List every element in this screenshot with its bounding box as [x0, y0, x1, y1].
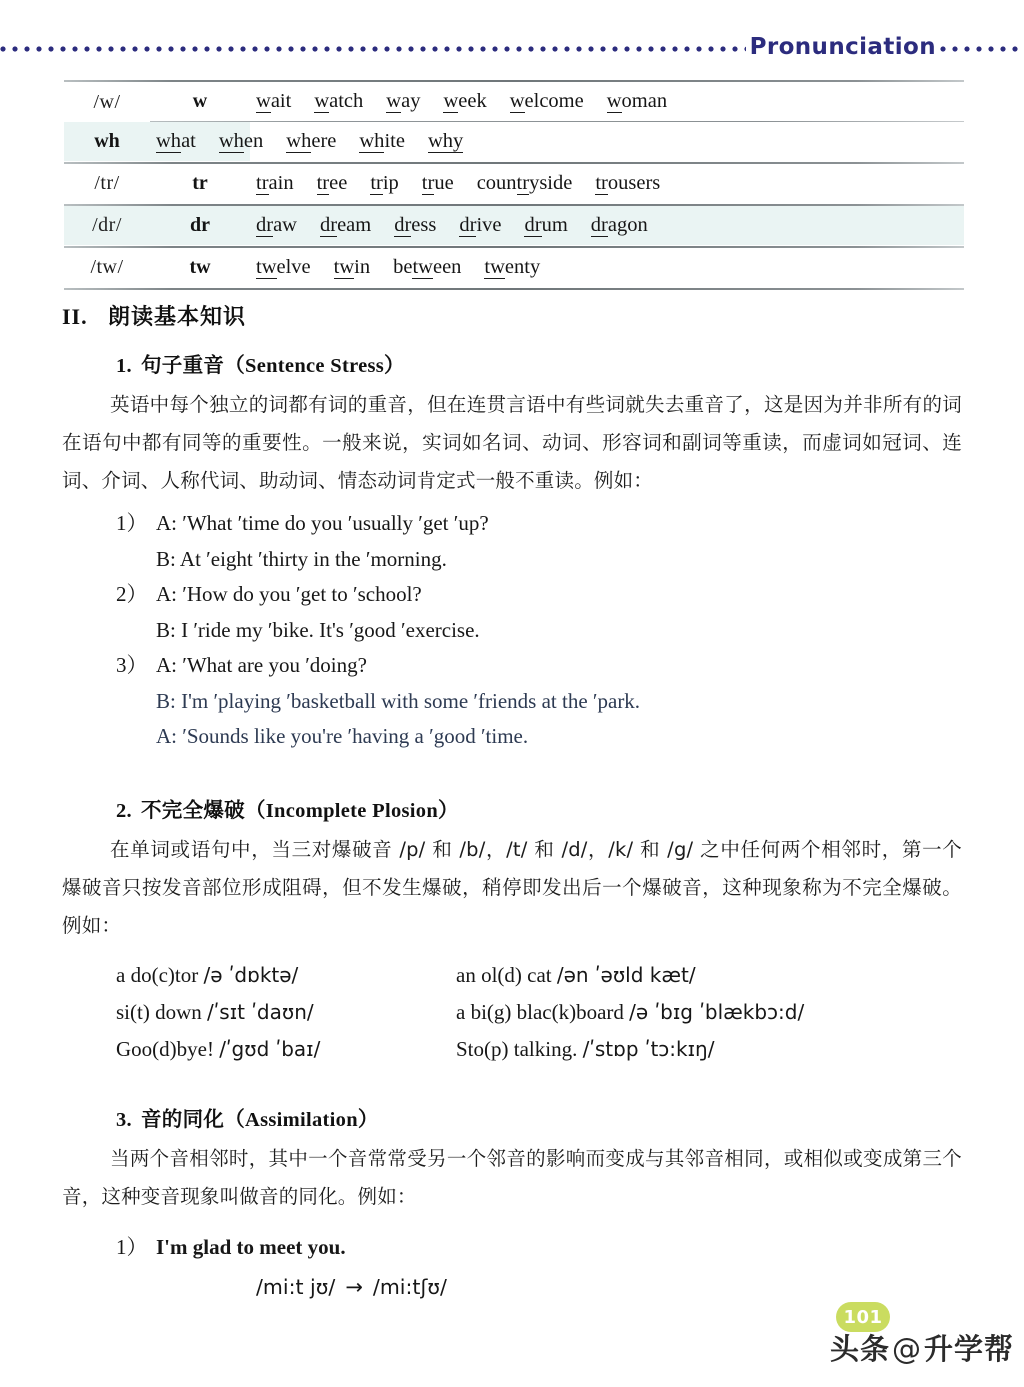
- subsection-2-title-cn: 不完全爆破: [140, 797, 245, 822]
- example-word: countryside: [476, 172, 573, 194]
- word-examples-cell: [250, 164, 964, 203]
- table-row: [64, 164, 964, 203]
- example-word: tree: [316, 172, 348, 194]
- example-word: [428, 130, 463, 153]
- example-word: wait: [256, 90, 292, 112]
- header-dot-rule-right: [940, 42, 1024, 56]
- plosion-example-right: [456, 957, 906, 994]
- plosion-ipa: /ə ʹdɒktə/: [203, 962, 299, 987]
- subsection-1-title-cn: 句子重音: [140, 353, 225, 377]
- assimilation-example-number: 1）: [116, 1234, 148, 1259]
- table-inner-divider: [150, 121, 964, 122]
- section-numeral: II.: [62, 304, 88, 329]
- table-row: [64, 248, 964, 287]
- underlined-letters: dr: [319, 214, 338, 236]
- stress-example-line: B: At ʹeight ʹthirty in the ʹmorning.: [156, 546, 447, 571]
- watermark-at-sign: @: [892, 1332, 923, 1366]
- underlined-letters: w: [256, 90, 271, 112]
- example-word: when: [218, 130, 264, 152]
- underlined-letters: tr: [370, 172, 383, 194]
- subsection-3-index: 3.: [116, 1108, 132, 1131]
- assimilation-ipa-before: /mi:t jʊ/: [256, 1275, 336, 1299]
- subsection-2-title-en: （Incomplete Plosion）: [244, 799, 459, 822]
- example-word: watch: [314, 90, 364, 112]
- underlined-letters: dr: [459, 214, 477, 236]
- plosion-example-left: [116, 957, 456, 994]
- arrow-right-icon: →: [345, 1275, 363, 1299]
- plosion-example-left: [116, 994, 456, 1031]
- paragraph-assimilation: 当两个音相邻时，其中一个音常常受另一个邻音的影响而变成与其邻音相同，或相似或变成第三个音，这种变音现象叫做音的同化。例如：: [62, 1146, 962, 1208]
- plosion-ipa: /ʹstɒp ʹtɔ:kɪŋ/: [582, 1036, 715, 1061]
- example-word: twin: [333, 256, 371, 278]
- subsection-2-index: 2.: [116, 799, 132, 822]
- underlined-letters: wh: [286, 130, 312, 152]
- paragraph-incomplete-plosion: 在单词或语句中，当三对爆破音 /p/ 和 /b/，/t/ 和 /d/，/k/ 和 /g/ 之中任何两个相邻时，第一个爆破音只按发音部位形成阻碍，但不发生爆破，稍停即发出后一个爆破音，这种现象称为不完全爆破。例如：: [62, 837, 962, 937]
- table-rule: [64, 288, 964, 290]
- phoneme-symbol: /tw/: [90, 256, 124, 278]
- plosion-word: Sto(p) talking.: [456, 1036, 583, 1061]
- underlined-letters: w: [606, 90, 622, 112]
- underlined-letters: dr: [590, 214, 608, 236]
- underlined-letters: tr: [316, 172, 330, 194]
- example-word: drum: [524, 214, 568, 236]
- subsection-heading-sentence-stress: [116, 348, 1024, 378]
- example-word: between: [393, 256, 462, 278]
- watermark-prefix: 头条: [830, 1332, 891, 1366]
- plosion-example-right: [456, 994, 906, 1031]
- example-word: where: [286, 130, 337, 152]
- word-examples-cell: [250, 82, 964, 121]
- spelling-cell: dr: [190, 214, 210, 236]
- plosion-ipa: /ʹsɪt ʹdaʊn/: [207, 999, 314, 1024]
- underlined-letters: why: [427, 130, 464, 152]
- example-word: trip: [370, 172, 399, 194]
- word-examples-cell: [250, 248, 964, 287]
- example-word: dress: [394, 214, 437, 236]
- plosion-example-row: [116, 994, 906, 1031]
- document-content: [0, 300, 1024, 1305]
- assimilation-ipa-after: /mi:tʃʊ/: [372, 1275, 447, 1299]
- underlined-letters: tr: [421, 172, 435, 194]
- example-word: dragon: [590, 214, 648, 236]
- stress-example-number: 3）: [116, 653, 148, 677]
- stress-example-item: [116, 577, 1024, 648]
- example-word: draw: [256, 214, 297, 236]
- underlined-letters: dr: [256, 214, 274, 236]
- underlined-letters: w: [509, 90, 525, 112]
- underlined-letters: w: [443, 90, 459, 112]
- plosion-word: si(t) down: [116, 999, 207, 1024]
- example-word: trousers: [595, 172, 661, 194]
- stress-example-line: A: ʹWhat are you ʹdoing?: [156, 653, 367, 677]
- underlined-letters: tw: [256, 256, 277, 278]
- underlined-letters: wh: [156, 130, 182, 152]
- stress-example-line: A: ʹSounds like you're ʹhaving a ʹgood ʹtime.: [156, 724, 529, 748]
- section-title: 朗读基本知识: [108, 305, 247, 330]
- page-header: [0, 30, 1024, 64]
- plosion-example-row: [116, 1031, 906, 1068]
- example-word: dream: [319, 214, 372, 236]
- subsection-3-title-cn: 音的同化: [140, 1106, 225, 1131]
- example-word: way: [386, 90, 421, 112]
- phoneme-symbol: /tr/: [94, 172, 120, 194]
- word-examples-cell: [250, 206, 964, 245]
- subsection-heading-incomplete-plosion: [116, 793, 1024, 823]
- underlined-letters: tr: [256, 172, 269, 194]
- underlined-letters: tw: [333, 256, 355, 278]
- spelling-cell: wh: [94, 130, 120, 152]
- underlined-letters: w: [386, 90, 402, 112]
- subsection-3-title-en: （Assimilation）: [224, 1108, 379, 1131]
- underlined-letters: dr: [394, 214, 412, 236]
- underlined-letters: dr: [524, 214, 542, 236]
- plosion-word: Goo(d)bye!: [116, 1036, 220, 1061]
- plosion-examples-grid: [116, 957, 906, 1068]
- example-word: twenty: [484, 256, 541, 278]
- underlined-letters: w: [314, 90, 330, 112]
- assimilation-example-text: I'm glad to meet you.: [156, 1234, 346, 1259]
- example-word: white: [359, 130, 405, 152]
- stress-example-line: A: ʹHow do you ʹget to ʹschool?: [156, 582, 422, 606]
- plosion-word: a bi(g) blac(k)board: [456, 999, 630, 1024]
- stress-example-number: 2）: [116, 582, 148, 606]
- sentence-stress-examples: [0, 506, 1024, 755]
- assimilation-example: [116, 1230, 1024, 1266]
- phoneme-symbol: /w/: [93, 90, 121, 113]
- paragraph-sentence-stress: 英语中每个独立的词都有词的重音，但在连贯言语中有些词就失去重音了，这是因为并非所有的词在语句中都有同等的重要性。一般来说，实词如名词、动词、形容词和副词等重读，而虚词如冠词、连词、介词、人称代词、助动词、情态动词肯定式一般不重读。例如：: [62, 393, 962, 492]
- example-word: twelve: [256, 256, 311, 278]
- spelling-cell: tr: [192, 172, 208, 194]
- table-row: [64, 206, 964, 245]
- table-row: [64, 122, 964, 161]
- underlined-letters: tr: [516, 172, 530, 194]
- plosion-example-left: [116, 1031, 456, 1068]
- subsection-1-title-en: （Sentence Stress）: [224, 355, 405, 377]
- subsection-heading-assimilation: [116, 1102, 1024, 1132]
- plosion-example-row: [116, 957, 906, 994]
- underlined-letters: tw: [412, 256, 433, 278]
- stress-example-line: A: ʹWhat ʹtime do you ʹusually ʹget ʹup?: [156, 511, 489, 535]
- header-dot-rule-left: [0, 42, 746, 56]
- example-word: drive: [459, 214, 502, 236]
- underlined-letters: tr: [595, 172, 608, 194]
- watermark-name: 升学帮: [924, 1332, 1015, 1366]
- stress-example-item: [116, 506, 1024, 577]
- table-row: [64, 82, 964, 121]
- stress-example-line: B: I'm ʹplaying ʹbasketball with some ʹfriends at the ʹpark.: [156, 688, 641, 713]
- example-word: week: [443, 90, 487, 112]
- page-header-title: Pronunciation: [749, 34, 936, 60]
- plosion-ipa: /ʹgʊd ʹbaɪ/: [219, 1036, 321, 1061]
- example-word: woman: [606, 90, 668, 112]
- assimilation-ipa-line: [256, 1269, 1024, 1305]
- underlined-letters: wh: [218, 130, 244, 152]
- phoneme-symbol: /dr/: [92, 214, 122, 236]
- section-heading-2: [62, 300, 1024, 331]
- watermark: [830, 1327, 1014, 1368]
- example-word: train: [256, 172, 294, 194]
- spelling-cell: tw: [189, 256, 211, 278]
- example-word: welcome: [509, 90, 584, 112]
- underlined-letters: tw: [484, 256, 505, 278]
- page-number-badge: 101: [836, 1302, 890, 1332]
- example-word: true: [421, 172, 454, 194]
- plosion-ipa: /ə ʹbɪg ʹblækbɔ:d/: [629, 999, 805, 1024]
- plosion-word: an ol(d) cat: [456, 962, 557, 987]
- stress-example-item: [116, 648, 1024, 755]
- stress-example-line: B: I ʹride my ʹbike. It's ʹgood ʹexercise.: [156, 617, 480, 642]
- subsection-1-index: 1.: [116, 355, 132, 377]
- spelling-cell: w: [192, 90, 208, 112]
- word-examples-cell: [150, 122, 464, 161]
- underlined-letters: wh: [359, 130, 385, 152]
- example-word: what: [156, 130, 196, 152]
- plosion-ipa: /ən ʹəʊld kæt/: [556, 962, 696, 987]
- plosion-example-right: [456, 1031, 906, 1068]
- stress-example-number: 1）: [116, 511, 148, 535]
- pronunciation-table: [64, 79, 964, 290]
- plosion-word: a do(c)tor: [116, 962, 204, 987]
